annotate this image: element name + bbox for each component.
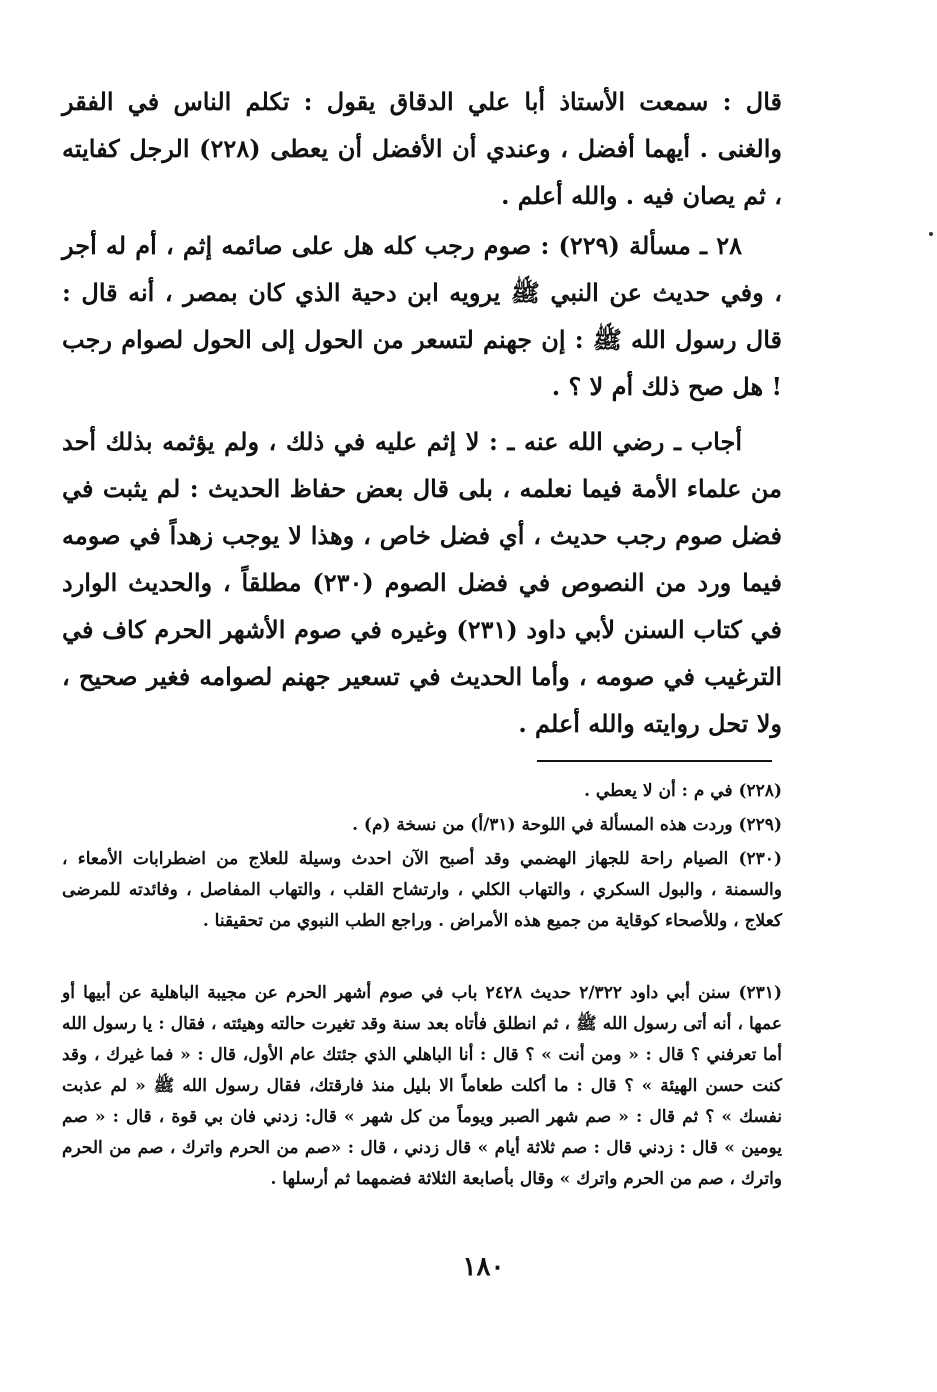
page-number: ١٨٠ <box>462 1252 505 1282</box>
footnote-229 <box>62 810 782 841</box>
paragraph-text: أجاب ـ رضي الله عنه ـ : لا إثم عليه في ذلك ، ولم يؤثمه بذلك أحد من علماء الأمة فيما نعلمه ، بلى قال بعض حفاظ الحديث : لم يثبت في فضل صوم رجب حديث ، أي فضل خاص ، وهذا لا يوجب زهداً في صومه فيما ورد من النصوص في فضل الصوم (٢٣٠) مطلقاً ، والحديث الوارد في كتاب السنن لأبي داود (٢٣١) وغيره في صوم الأشهر الحرم كاف في الترغيب في صومه ، وأما الحديث في تسعير جهنم لصوامه فغير صحيح ، ولا تحل روايته والله أعلم . <box>62 427 782 738</box>
footnote-text: (٢٢٩) وردت هذه المسألة في اللوحة (٣١/أ) من نسخة (م) . <box>352 815 782 835</box>
footnote-text: (٢٢٨) في م : أن لا يعطي . <box>584 781 782 801</box>
footnote-text: (٢٣١) سنن أبي داود ٢/٣٢٢ حديث ٢٤٢٨ باب في صوم أشهر الحرم عن مجيبة الباهلية عن أبيها أو عمها ، أنه أتى رسول الله ﷺ ، ثم انطلق فأتاه بعد سنة وقد تغيرت حالته وهيئته ، فقال : يا رسول الله أما تعرفني ؟ قال : « ومن أنت » ؟ قال : أنا الباهلي الذي جئتك عام الأول، قال : « فما غيرك ، وقد كنت حسن الهيئة » ؟ قال : ما أكلت طعاماً الا بليل منذ فارقتك، فقال رسول الله ﷺ « لم عذبت نفسك » ؟ ثم قال : « صم شهر الصبر ويوماً من كل شهر » قال: زدني فان بي قوة ، قال : « صم يومين » قال : زدني قال : صم ثلاثة أيام » قال زدني ، قال : «صم من الحرم واترك ، صم من الحرم واترك ، صم من الحرم واترك » وقال بأصابعة الثلاثة فضمهما ثم أرسلها . <box>62 983 782 1189</box>
paragraph-text: قال : سمعت الأستاذ أبا علي الدقاق يقول : تكلم الناس في الفقر والغنى . أيهما أفضل ، وعندي أن الأفضل أن يعطى (٢٢٨) الرجل كفايته ، ثم يصان فيه . والله أعلم . <box>62 87 782 210</box>
paragraph-text: ٢٨ ـ مسألة (٢٢٩) : صوم رجب كله هل على صائمه إثم ، أم له أجر ، وفي حديث عن النبي ﷺ يرويه ابن دحية الذي كان بمصر ، أنه قال : قال رسول الله ﷺ : إن جهنم لتسعر من الحول إلى الحول لصوام رجب ! هل صح ذلك أم لا ؟ . <box>62 231 782 401</box>
scan-speck <box>929 232 933 236</box>
footnote-230 <box>62 844 782 937</box>
footnote-separator-line <box>537 760 772 762</box>
paragraph-answer <box>62 418 782 747</box>
footnote-text: (٢٣٠) الصيام راحة للجهاز الهضمي وقد أصبح الآن احدث وسيلة للعلاج من اضطرابات الأمعاء ، والسمنة ، والبول السكري ، والتهاب الكلي ، وارتشاح القلب ، والتهاب المفاصل ، وفائدته للمرضى كعلاج ، وللأصحاء كوقاية من جميع هذه الأمراض . وراجع الطب النبوي من تحقيقنا . <box>62 849 782 931</box>
paragraph-question-28 <box>62 222 782 410</box>
footnote-228 <box>62 776 782 807</box>
footnote-231 <box>62 978 782 1195</box>
paragraph-dakkak-quote <box>62 78 782 219</box>
